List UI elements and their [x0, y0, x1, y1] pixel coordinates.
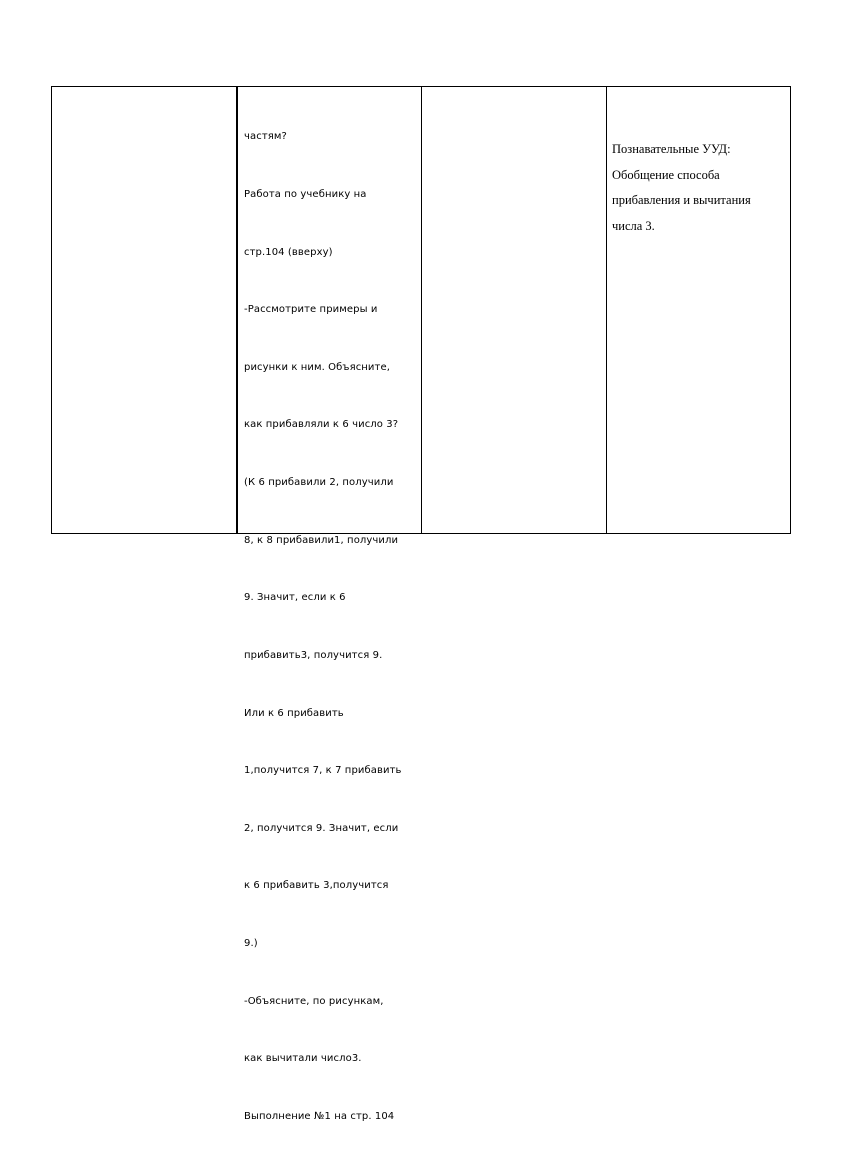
text-line: (К 6 прибавили 2, получили — [244, 477, 394, 489]
table-cell-uud — [607, 87, 792, 533]
table-cell-teacher-activity — [238, 87, 422, 1122]
text-line: прибавления и вычитания — [612, 193, 751, 207]
text-line: Познавательные УУД: — [612, 142, 731, 156]
text-line: 2, получится 9. Значит, если — [244, 822, 399, 834]
text-line: 9. Значит, если к 6 — [244, 592, 346, 604]
text-line: 1,получится 7, к 7 прибавить — [244, 765, 402, 777]
text-line: частям? — [244, 131, 287, 143]
text-line: -Объясните, по рисункам, — [244, 995, 384, 1007]
text-line: стр.104 (вверху) — [244, 246, 333, 258]
text-line: Или к 6 прибавить — [244, 707, 344, 719]
uud-text — [612, 137, 787, 239]
text-line: как прибавляли к 6 число 3? — [244, 419, 399, 431]
text-line: Выполнение №1 на стр. 104 — [244, 1110, 395, 1122]
text-line: рисунки к ним. Объясните, — [244, 361, 390, 373]
text-line: -Рассмотрите примеры и — [244, 304, 378, 316]
text-line: 8, к 8 прибавили1, получили — [244, 534, 399, 546]
text-line: прибавить3, получится 9. — [244, 649, 383, 661]
text-line: к 6 прибавить 3,получится — [244, 880, 389, 892]
text-line: 9.) — [244, 937, 258, 949]
table-cell-student-activity — [422, 87, 607, 533]
table-cell-stage — [52, 87, 238, 533]
text-line: Работа по учебнику на — [244, 189, 367, 201]
lesson-table — [51, 86, 791, 1122]
text-line: Обобщение способа — [612, 167, 720, 182]
text-line: числа 3. — [612, 218, 655, 233]
text-line: как вычитали число3. — [244, 1053, 362, 1065]
teacher-activity-text — [244, 89, 420, 1164]
